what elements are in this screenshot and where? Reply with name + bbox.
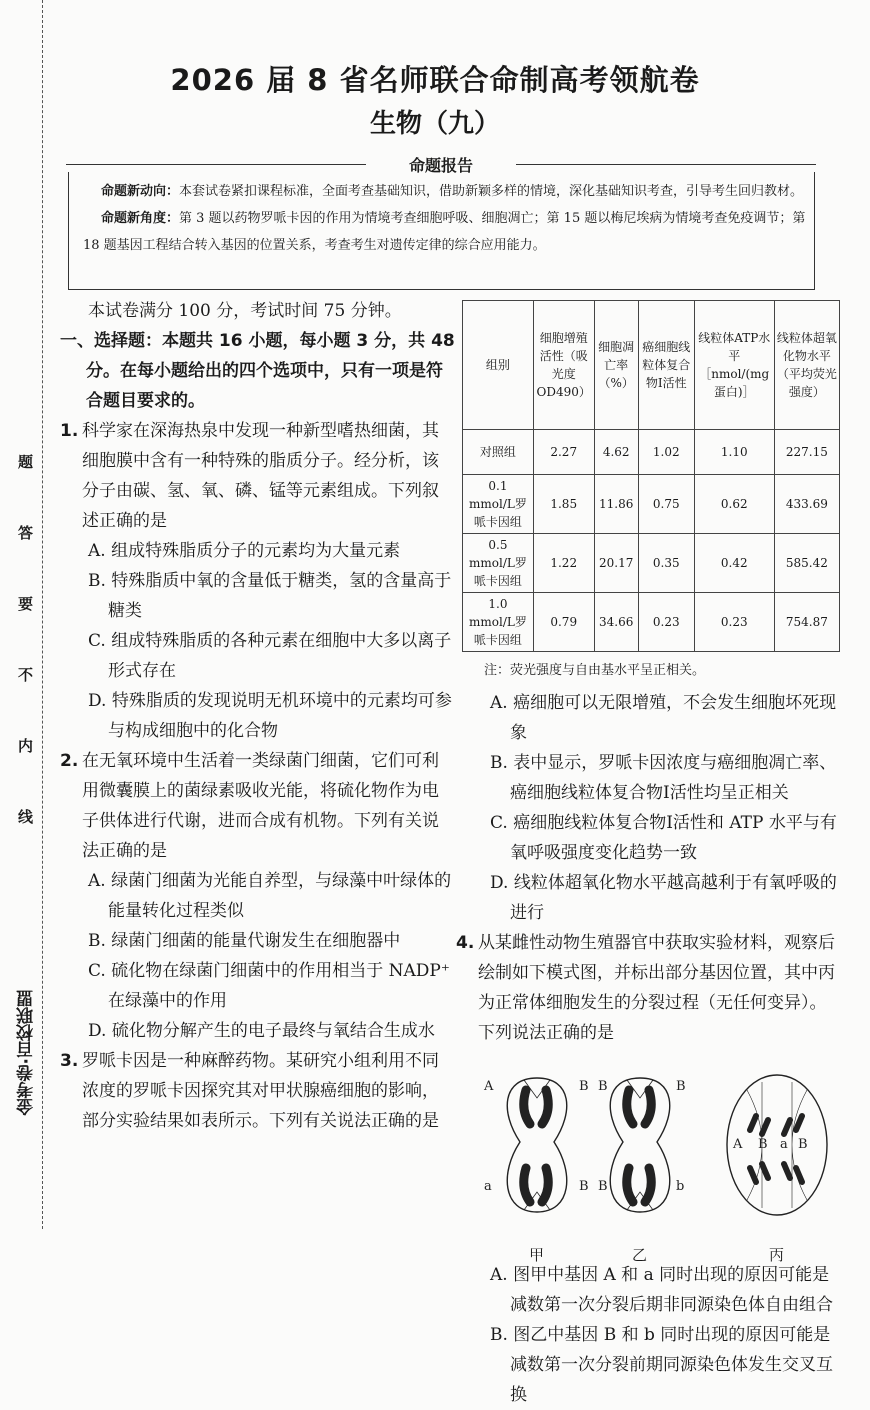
section-heading: 一、选择题：本题共 16 小题，每小题 3 分，共 48 分。在每小题给出的四个选项中，只有一项是符合题目要求的。 (60, 331, 455, 411)
table-cell: 0.75 (638, 475, 694, 534)
option-a[interactable]: A. 绿菌门细菌为光能自养型，与绿藻中叶绿体的能量转化过程类似 (88, 871, 452, 921)
table-cell: 2.27 (533, 430, 594, 475)
gene-label: B (798, 1137, 808, 1152)
binding-dashed-line (42, 0, 43, 1229)
table-cell: 0.1 mmol/L罗哌卡因组 (463, 475, 534, 534)
exam-title: 2026 届 8 省名师联合命制高考领航卷 (170, 63, 700, 97)
option-c[interactable]: C. 组成特殊脂质的各种元素在细胞中大多以离子形式存在 (88, 631, 452, 681)
table-cell: 433.69 (774, 475, 839, 534)
exam-subtitle: 生物（九） (369, 109, 500, 139)
cell-yi (610, 1078, 669, 1212)
question-number: 1. (60, 421, 79, 441)
gene-label: A (733, 1137, 743, 1152)
option-b[interactable]: B. 绿菌门细菌的能量代谢发生在细胞器中 (88, 931, 401, 951)
report-angle: 命题新角度：第 3 题以药物罗哌卡因的作用为情境考查细胞呼吸、细胞凋亡；第 15 题以梅尼埃病为情境考查免疫调节；第 18 题基因工程结合转入基因的位置关系，考查考生对遗传定律的综合应用能力。 (83, 211, 806, 253)
table-cell: 1.85 (533, 475, 594, 534)
report-trend: 命题新动向：本套试卷紧扣课程标准，全面考查基础知识，借助新颖多样的情境，深化基础知识考查，引导考生回归教材。 (101, 184, 804, 199)
question-stem: 科学家在深海热泉中发现一种新型嗜热细菌，其细胞膜中含有一种特殊的脂质分子。经分析，该分子由碳、氢、氧、磷、锰等元素组成。下列叙述正确的是 (82, 421, 439, 531)
table-header: 线粒体ATP水平［nmol/(mg蛋白)］ (694, 301, 774, 430)
question-stem: 在无氧环境中生活着一类绿菌门细菌，它们可利用微囊膜上的菌绿素吸收光能，将硫化物作为电子供体进行代谢，进而合成有机物。下列有关说法正确的是 (82, 751, 439, 861)
table-cell: 1.22 (533, 534, 594, 593)
table-cell: 0.35 (638, 534, 694, 593)
table-row (463, 534, 840, 593)
table-cell: 754.87 (774, 593, 839, 652)
gene-label: b (676, 1179, 685, 1194)
table-header-row (463, 301, 840, 430)
table-cell: 585.42 (774, 534, 839, 593)
option-b[interactable]: B. 图乙中基因 B 和 b 同时出现的原因可能是减数第一次分裂前期同源染色体发生交叉互换 (490, 1325, 833, 1405)
brand-label: 金考卷·百校联盟 (17, 990, 37, 1116)
question-4 (456, 928, 840, 1410)
table-cell: 1.0 mmol/L罗哌卡因组 (463, 593, 534, 652)
table-header: 组别 (463, 301, 534, 430)
table-cell: 对照组 (463, 430, 534, 475)
option-c[interactable]: C. 硫化物在绿菌门细菌中的作用相当于 NADP⁺在绿藻中的作用 (88, 961, 450, 1011)
question-stem: 罗哌卡因是一种麻醉药物。某研究小组利用不同浓度的罗哌卡因探究其对甲状腺癌细胞的影响，部分实验结果如表所示。下列有关说法正确的是 (82, 1051, 439, 1131)
gene-label: a (484, 1179, 492, 1194)
table-row (463, 430, 840, 475)
table-cell: 0.23 (638, 593, 694, 652)
question-stem: 从某雌性动物生殖器官中获取实验材料，观察后绘制如下模式图，并标出部分基因位置，其中丙为正常体细胞发生的分裂过程（无任何变异）。下列说法正确的是 (478, 933, 835, 1043)
option-a[interactable]: A. 图甲中基因 A 和 a 同时出现的原因可能是减数第一次分裂后期非同源染色体自由组合 (490, 1265, 833, 1315)
option-c[interactable]: C. 癌细胞线粒体复合物Ⅰ活性和 ATP 水平与有氧呼吸强度变化趋势一致 (490, 813, 837, 863)
question-2 (60, 746, 455, 1046)
figure-label-jia: 甲 (529, 1246, 545, 1264)
table-cell: 0.79 (533, 593, 594, 652)
table-note: 注：荧光强度与自由基水平呈正相关。 (484, 663, 706, 678)
gene-label: B (598, 1179, 608, 1194)
table-cell: 0.23 (694, 593, 774, 652)
question-1 (60, 416, 455, 746)
table-cell: 0.5 mmol/L罗哌卡因组 (463, 534, 534, 593)
gene-label: A (484, 1079, 494, 1094)
option-b[interactable]: B. 特殊脂质中氧的含量低于糖类，氢的含量高于糖类 (88, 571, 452, 621)
table-cell: 11.86 (594, 475, 638, 534)
report-heading-label: 命题报告 (408, 156, 473, 175)
left-column (60, 296, 455, 1136)
binding-notice: 题 答 要 不 内 线 (18, 453, 34, 826)
table-row (463, 593, 840, 652)
table-header: 细胞凋亡率（%） (594, 301, 638, 430)
gene-label: a (780, 1137, 788, 1152)
gene-label: B (676, 1079, 686, 1094)
table-header: 线粒体超氧化物水平（平均荧光强度） (774, 301, 839, 430)
gene-label: B (758, 1137, 768, 1152)
table-cell: 0.42 (694, 534, 774, 593)
table-header: 细胞增殖活性（吸光度OD490） (533, 301, 594, 430)
exam-intro: 本试卷满分 100 分，考试时间 75 分钟。 (88, 301, 402, 321)
figure-label-yi: 乙 (632, 1246, 648, 1264)
gene-label: B (579, 1079, 589, 1094)
cell-jia (507, 1078, 566, 1212)
cell-division-figure (462, 1048, 840, 1264)
question-number: 2. (60, 751, 79, 771)
table-cell: 34.66 (594, 593, 638, 652)
option-d[interactable]: D. 线粒体超氧化物水平越高越利于有氧呼吸的进行 (490, 873, 837, 923)
table-cell: 4.62 (594, 430, 638, 475)
cell-division-diagram (462, 1050, 840, 1240)
gene-label: B (598, 1079, 608, 1094)
table-cell: 1.10 (694, 430, 774, 475)
option-d[interactable]: D. 硫化物分解产生的电子最终与氧结合生成水 (88, 1021, 435, 1041)
question-number: 4. (456, 933, 475, 953)
question-number: 3. (60, 1051, 79, 1071)
option-a[interactable]: A. 组成特殊脂质分子的元素均为大量元素 (88, 541, 401, 561)
ropivacaine-data-table (462, 300, 840, 652)
option-b[interactable]: B. 表中显示，罗哌卡因浓度与癌细胞凋亡率、癌细胞线粒体复合物Ⅰ活性均呈正相关 (490, 753, 837, 803)
table-cell: 0.62 (694, 475, 774, 534)
table-row (463, 475, 840, 534)
table-cell: 1.02 (638, 430, 694, 475)
question-3-stem (60, 1046, 455, 1136)
figure-label-bing: 丙 (769, 1246, 785, 1264)
gene-label: B (579, 1179, 589, 1194)
report-box (68, 172, 815, 290)
table-header: 癌细胞线粒体复合物Ⅰ活性 (638, 301, 694, 430)
table-cell: 227.15 (774, 430, 839, 475)
right-column (456, 300, 840, 1410)
option-d[interactable]: D. 特殊脂质的发现说明无机环境中的元素均可参与构成细胞中的化合物 (88, 691, 452, 741)
table-cell: 20.17 (594, 534, 638, 593)
option-a[interactable]: A. 癌细胞可以无限增殖，不会发生细胞坏死现象 (490, 693, 837, 743)
